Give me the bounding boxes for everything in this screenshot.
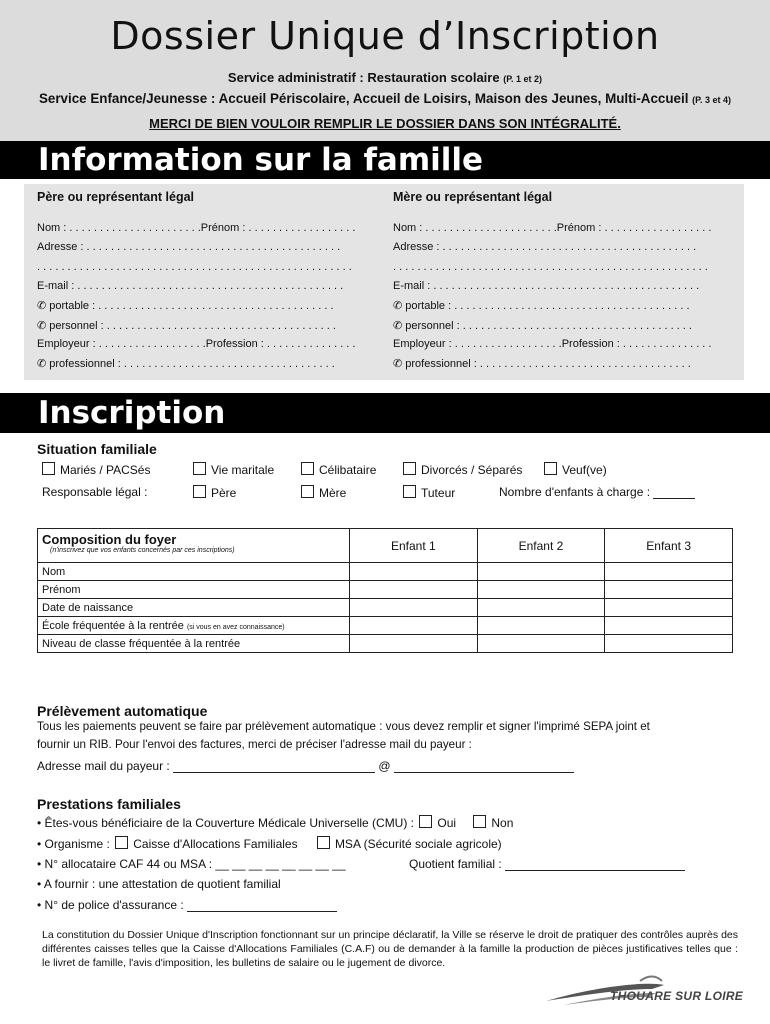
field-line[interactable]: . . . . . . . . . . . . . . . . . . . . . . . . . . . . . . . . . . . . . . . . . . . . . . . . . . . . <box>393 260 708 273</box>
payer-email-domain-field[interactable] <box>394 760 574 773</box>
cell-input[interactable] <box>477 635 605 653</box>
logo-text: THOUARE SUR LOIRE <box>610 989 744 1003</box>
column-enfant-2: Enfant 2 <box>477 529 605 563</box>
composition-heading-cell <box>38 529 350 563</box>
payer-email-row: Adresse mail du payeur : @ <box>37 759 574 773</box>
page-title: Dossier Unique d’Inscription <box>110 14 660 58</box>
checkbox-box[interactable] <box>403 462 416 475</box>
field-line[interactable]: Employeur : . . . . . . . . . . . . . . . . . .Profession : . . . . . . . . . . . . . . . <box>393 337 712 350</box>
field-line[interactable]: ✆ personnel : . . . . . . . . . . . . . . . . . . . . . . . . . . . . . . . . . . . . . . <box>37 319 336 332</box>
field-line[interactable]: Nom : . . . . . . . . . . . . . . . . . . . . . .Prénom : . . . . . . . . . . . . . . . . . . <box>37 222 356 234</box>
checkbox-divorces[interactable]: Divorcés / Séparés <box>403 462 522 477</box>
checkbox-pere[interactable]: Père <box>193 485 236 500</box>
cell-input[interactable] <box>477 599 605 617</box>
field-line[interactable]: ✆ personnel : . . . . . . . . . . . . . . . . . . . . . . . . . . . . . . . . . . . . . . <box>393 319 692 332</box>
row-label: Nom <box>38 563 350 581</box>
cell-input[interactable] <box>350 581 478 599</box>
cell-input[interactable] <box>350 617 478 635</box>
checkbox-celibataire[interactable]: Célibataire <box>301 462 376 477</box>
checkbox-caf[interactable] <box>115 836 128 849</box>
field-line[interactable]: ✆ portable : . . . . . . . . . . . . . . . . . . . . . . . . . . . . . . . . . . . . . . . <box>37 300 334 313</box>
cmu-row: • Êtes-vous bénéficiaire de la Couverture Médicale Universelle (CMU) : Oui Non <box>37 816 514 830</box>
checkbox-tuteur[interactable]: Tuteur <box>403 485 455 500</box>
field-line[interactable]: Nom : . . . . . . . . . . . . . . . . . . . . . .Prénom : . . . . . . . . . . . . . . . . . . <box>393 222 712 234</box>
responsable-label: Responsable légal : <box>42 485 148 499</box>
table-row <box>38 635 733 653</box>
cell-input[interactable] <box>477 581 605 599</box>
cell-input[interactable] <box>350 563 478 581</box>
city-logo <box>544 975 744 1009</box>
cell-input[interactable] <box>350 599 478 617</box>
field-line[interactable]: ✆ professionnel : . . . . . . . . . . . . . . . . . . . . . . . . . . . . . . . . . . . <box>37 358 335 371</box>
fill-notice: MERCI DE BIEN VOULOIR REMPLIR LE DOSSIER DANS SON INTÉGRALITÉ. <box>149 116 621 131</box>
column-enfant-3: Enfant 3 <box>605 529 733 563</box>
quotient-row: Quotient familial : <box>409 857 685 871</box>
mother-heading: Mère ou représentant légal <box>393 190 553 204</box>
children-count: Nombre d'enfants à charge : <box>499 485 695 499</box>
checkbox-box[interactable] <box>193 485 206 498</box>
field-line[interactable]: Employeur : . . . . . . . . . . . . . . . . . .Profession : . . . . . . . . . . . . . . . <box>37 337 356 350</box>
payer-email-user-field[interactable] <box>173 760 375 773</box>
cell-input[interactable] <box>477 563 605 581</box>
police-row: • N° de police d'assurance : <box>37 898 337 912</box>
allocataire-row: • N° allocataire CAF 44 ou MSA : __ __ __ __ __ __ __ __ <box>37 857 346 871</box>
checkbox-cmu-non[interactable] <box>473 815 486 828</box>
row-label: École fréquentée à la rentrée (si vous en avez connaissance) <box>38 617 350 635</box>
checkbox-box[interactable] <box>193 462 206 475</box>
prelevement-text-2: fournir un RIB. Pour l'envoi des factures, merci de préciser l'adresse mail du payeur : <box>37 738 472 751</box>
field-line[interactable]: Adresse : . . . . . . . . . . . . . . . . . . . . . . . . . . . . . . . . . . . . . . . . . . <box>393 241 697 254</box>
cell-input[interactable] <box>477 617 605 635</box>
organisme-row: • Organisme : Caisse d'Allocations Familiales MSA (Sécurité sociale agricole) <box>37 837 502 851</box>
checkbox-box[interactable] <box>301 485 314 498</box>
section-family-title: Information sur la famille <box>0 141 770 179</box>
table-row <box>38 581 733 599</box>
row-label: Niveau de classe fréquentée à la rentrée <box>38 635 350 653</box>
field-line[interactable]: ✆ professionnel : . . . . . . . . . . . . . . . . . . . . . . . . . . . . . . . . . . . <box>393 358 691 371</box>
checkbox-maries[interactable]: Mariés / PACSés <box>42 462 150 477</box>
service-admin-line: Service administratif : Restauration scolaire (P. 1 et 2) <box>227 70 543 85</box>
checkbox-box[interactable] <box>301 462 314 475</box>
cell-input[interactable] <box>605 563 733 581</box>
checkbox-box[interactable] <box>42 462 55 475</box>
field-line[interactable]: E-mail : . . . . . . . . . . . . . . . . . . . . . . . . . . . . . . . . . . . . . . . . . . . . <box>37 279 344 292</box>
service-enfance-line: Service Enfance/Jeunesse : Accueil Périscolaire, Accueil de Loisirs, Maison des Jeunes, Multi-Accueil (P. 3 et 4) <box>38 91 732 106</box>
field-line[interactable]: . . . . . . . . . . . . . . . . . . . . . . . . . . . . . . . . . . . . . . . . . . . . . . . . . . . . <box>37 260 352 273</box>
prelevement-heading: Prélèvement automatique <box>37 703 208 719</box>
field-line[interactable]: ✆ portable : . . . . . . . . . . . . . . . . . . . . . . . . . . . . . . . . . . . . . . . <box>393 300 690 313</box>
cell-input[interactable] <box>605 617 733 635</box>
situation-heading: Situation familiale <box>37 441 157 457</box>
checkbox-cmu-oui[interactable] <box>419 815 432 828</box>
cell-input[interactable] <box>605 581 733 599</box>
allocataire-field[interactable]: __ __ __ __ __ __ __ __ <box>215 857 346 871</box>
checkbox-box[interactable] <box>544 462 557 475</box>
quotient-field[interactable] <box>505 858 685 871</box>
field-line[interactable]: E-mail : . . . . . . . . . . . . . . . . . . . . . . . . . . . . . . . . . . . . . . . . . . . . <box>393 279 700 292</box>
cell-input[interactable] <box>605 635 733 653</box>
composition-note: (n'inscrivez que vos enfants concernés par ces inscriptions) <box>50 547 235 554</box>
checkbox-vie-maritale[interactable]: Vie maritale <box>193 462 274 477</box>
table-row <box>38 599 733 617</box>
police-field[interactable] <box>187 899 337 912</box>
section-inscription-title: Inscription <box>0 393 770 433</box>
children-count-field[interactable] <box>653 486 695 499</box>
checkbox-msa[interactable] <box>317 836 330 849</box>
fournir-line: • A fournir : une attestation de quotient familial <box>37 877 281 891</box>
composition-table <box>37 528 733 653</box>
table-row <box>38 617 733 635</box>
cell-input[interactable] <box>350 635 478 653</box>
composition-heading: Composition du foyer <box>42 532 177 547</box>
checkbox-veuf[interactable]: Veuf(ve) <box>544 462 607 477</box>
cell-input[interactable] <box>605 599 733 617</box>
table-row <box>38 563 733 581</box>
father-heading: Père ou représentant légal <box>37 190 195 204</box>
column-enfant-1: Enfant 1 <box>350 529 478 563</box>
checkbox-mere[interactable]: Mère <box>301 485 346 500</box>
row-label: Prénom <box>38 581 350 599</box>
footer-disclaimer: La constitution du Dossier Unique d'Inscription fonctionnant sur un principe déclaratif, la Ville se réserve le droit de pratiquer des contrôles auprès des différentes caisses telles que la Caisse d'Allocations Familiales (C.A.F) ou de demander à la famille la production de pièces justificatives telles que : le livret de famille, l'avis d'imposition, les bulletins de salaire ou le jugement de divorce. <box>42 929 738 969</box>
checkbox-box[interactable] <box>403 485 416 498</box>
field-line[interactable]: Adresse : . . . . . . . . . . . . . . . . . . . . . . . . . . . . . . . . . . . . . . . . . . <box>37 241 341 254</box>
table-header-row <box>38 529 733 563</box>
prelevement-text-1: Tous les paiements peuvent se faire par prélèvement automatique : vous devez remplir et signer l'imprimé SEPA joint et <box>37 720 650 733</box>
prestations-heading: Prestations familiales <box>37 796 181 812</box>
row-label: Date de naissance <box>38 599 350 617</box>
